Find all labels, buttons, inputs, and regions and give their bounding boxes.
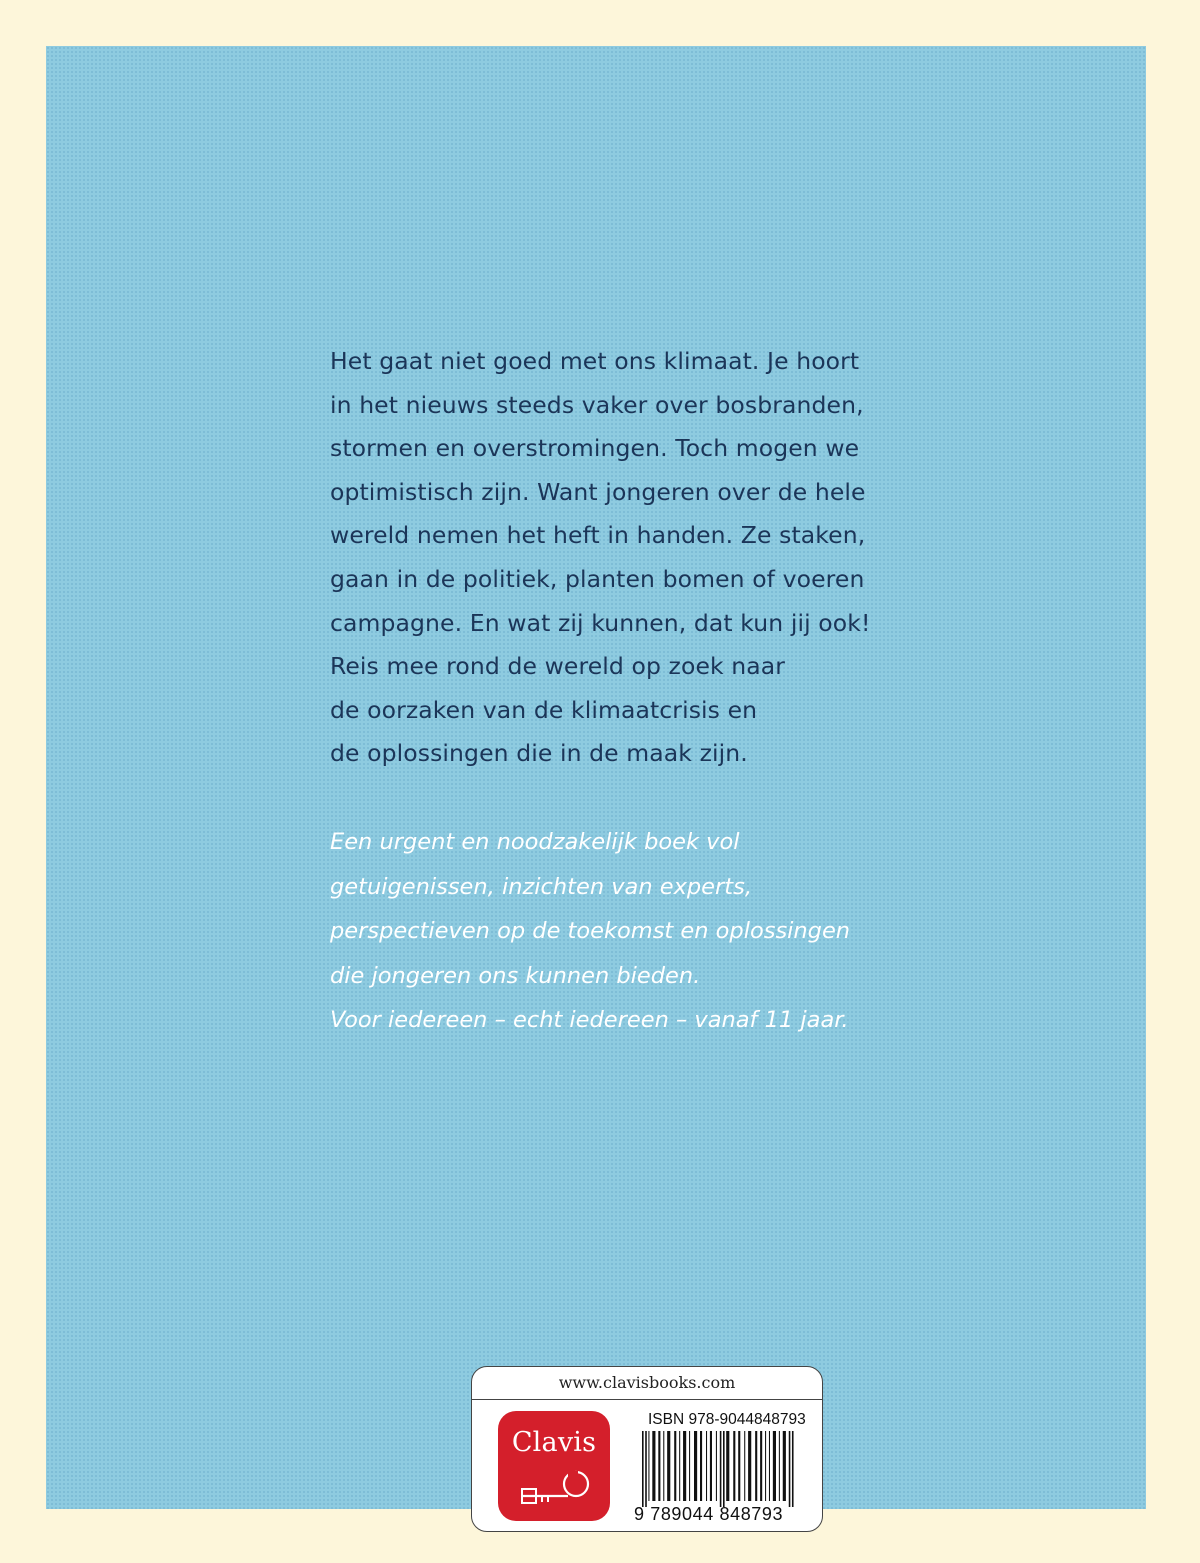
isbn-text: ISBN 978-9044848793 — [648, 1411, 806, 1428]
blurb-line: in het nieuws steeds vaker over bosbranden, — [330, 390, 864, 419]
barcode — [640, 1431, 808, 1507]
barcode-digits: 9 789044 848793 — [634, 1504, 784, 1524]
tagline-quote — [330, 820, 950, 1043]
quote-line: perspectieven op de toekomst en oplossingen — [330, 918, 851, 945]
blurb-line: optimistisch zijn. Want jongeren over de hele — [330, 477, 866, 506]
blurb-line: gaan in de politiek, planten bomen of voeren — [330, 564, 865, 593]
publisher-name: Clavis — [511, 1427, 597, 1458]
publisher-logo — [498, 1411, 610, 1521]
blurb-line: Het gaat niet goed met ons klimaat. Je hoort — [330, 347, 860, 375]
quote-line: Voor iedereen – echt iedereen – vanaf 11 jaar. — [330, 1007, 849, 1034]
blurb-text — [330, 340, 950, 776]
back-cover — [46, 46, 1146, 1524]
blurb-line: de oplossingen die in de maak zijn. — [330, 739, 748, 768]
barcode-label — [471, 1366, 823, 1532]
key-icon — [516, 1469, 594, 1507]
blurb-line: campagne. En wat zij kunnen, dat kun jij ook! — [330, 608, 871, 637]
blurb-line: wereld nemen het heft in handen. Ze staken, — [330, 521, 866, 550]
blurb-line: stormen en overstromingen. Toch mogen we — [330, 434, 860, 463]
quote-line: getuigenissen, inzichten van experts, — [330, 873, 752, 900]
blurb-line: Reis mee rond de wereld op zoek naar — [330, 652, 786, 681]
quote-line: die jongeren ons kunnen bieden. — [330, 962, 701, 989]
blurb-line: de oorzaken van de klimaatcrisis en — [330, 695, 758, 724]
quote-line: Een urgent en noodzakelijk boek vol — [330, 829, 740, 855]
publisher-url: www.clavisbooks.com — [472, 1367, 822, 1400]
